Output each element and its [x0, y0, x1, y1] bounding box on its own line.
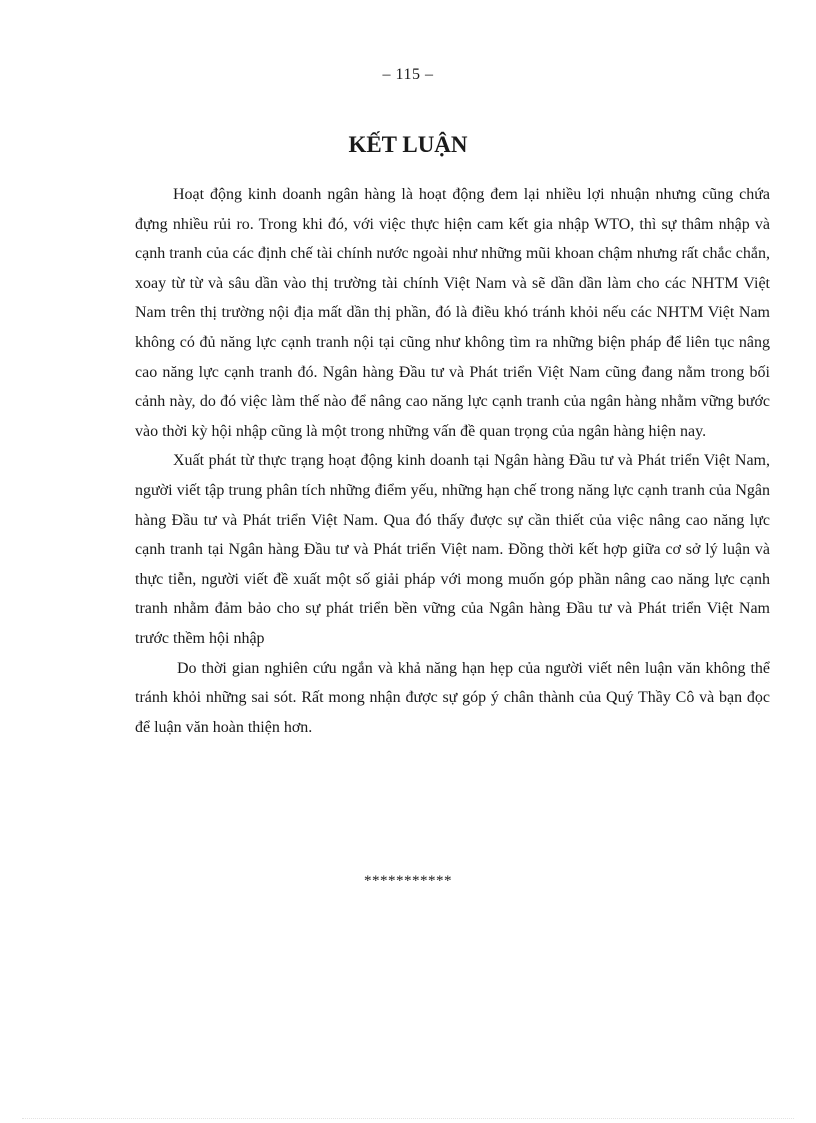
- paragraph-3: Do thời gian nghiên cứu ngắn và khả năng hạn hẹp của người viết nên luận văn không thể tránh khỏi những sai sót. Rất mong nhận được sự góp ý chân thành của Quý Thầy Cô và bạn đọc để luận văn hoàn thiện hơn.: [135, 659, 770, 736]
- page-bottom-rule: [22, 1118, 794, 1119]
- body-text: [135, 180, 770, 742]
- paragraph-2: Xuất phát từ thực trạng hoạt động kinh doanh tại Ngân hàng Đầu tư và Phát triển Việt Nam, người viết tập trung phân tích những điểm yếu, những hạn chế trong năng lực cạnh tranh của Ngân hàng Đầu tư và Phát triển Việt Nam. Qua đó thấy được sự cần thiết của việc nâng cao năng lực cạnh tranh tại Ngân hàng Đầu tư và Phát triển Việt nam. Đồng thời kết hợp giữa cơ sở lý luận và thực tiễn, người viết đề xuất một số giải pháp với mong muốn góp phần nâng cao năng lực cạnh tranh nhằm đảm bảo cho sự phát triển bền vững của Ngân hàng Đầu tư và Phát triển Việt Nam trước thềm hội nhập: [135, 452, 770, 647]
- paragraph-1: Hoạt động kinh doanh ngân hàng là hoạt động đem lại nhiều lợi nhuận nhưng cũng chứa đựng nhiều rủi ro. Trong khi đó, với việc thực hiện cam kết gia nhập WTO, thì sự thâm nhập và cạnh tranh của các định chế tài chính nước ngoài như những mũi khoan chậm nhưng rất chắc chắn, xoay từ từ và sâu dần vào thị trường tài chính Việt Nam và sẽ dần dần làm cho các NHTM Việt Nam trên thị trường nội địa mất dần thị phần, đó là điều khó tránh khỏi nếu các NHTM Việt Nam không có đủ năng lực cạnh tranh nội tại cũng như không tìm ra những biện pháp để liên tục nâng cao năng lực cạnh tranh đó. Ngân hàng Đầu tư và Phát triển Việt Nam cũng đang nằm trong bối cảnh này, do đó việc làm thế nào để nâng cao năng lực cạnh tranh của ngân hàng nhằm vững bước vào thời kỳ hội nhập cũng là một trong những vấn đề quan trọng của ngân hàng hiện nay.: [135, 186, 770, 440]
- page-number: – 115 –: [382, 66, 434, 83]
- page-title: KẾT LUẬN: [348, 132, 468, 157]
- section-end-ornament: ***********: [364, 873, 452, 889]
